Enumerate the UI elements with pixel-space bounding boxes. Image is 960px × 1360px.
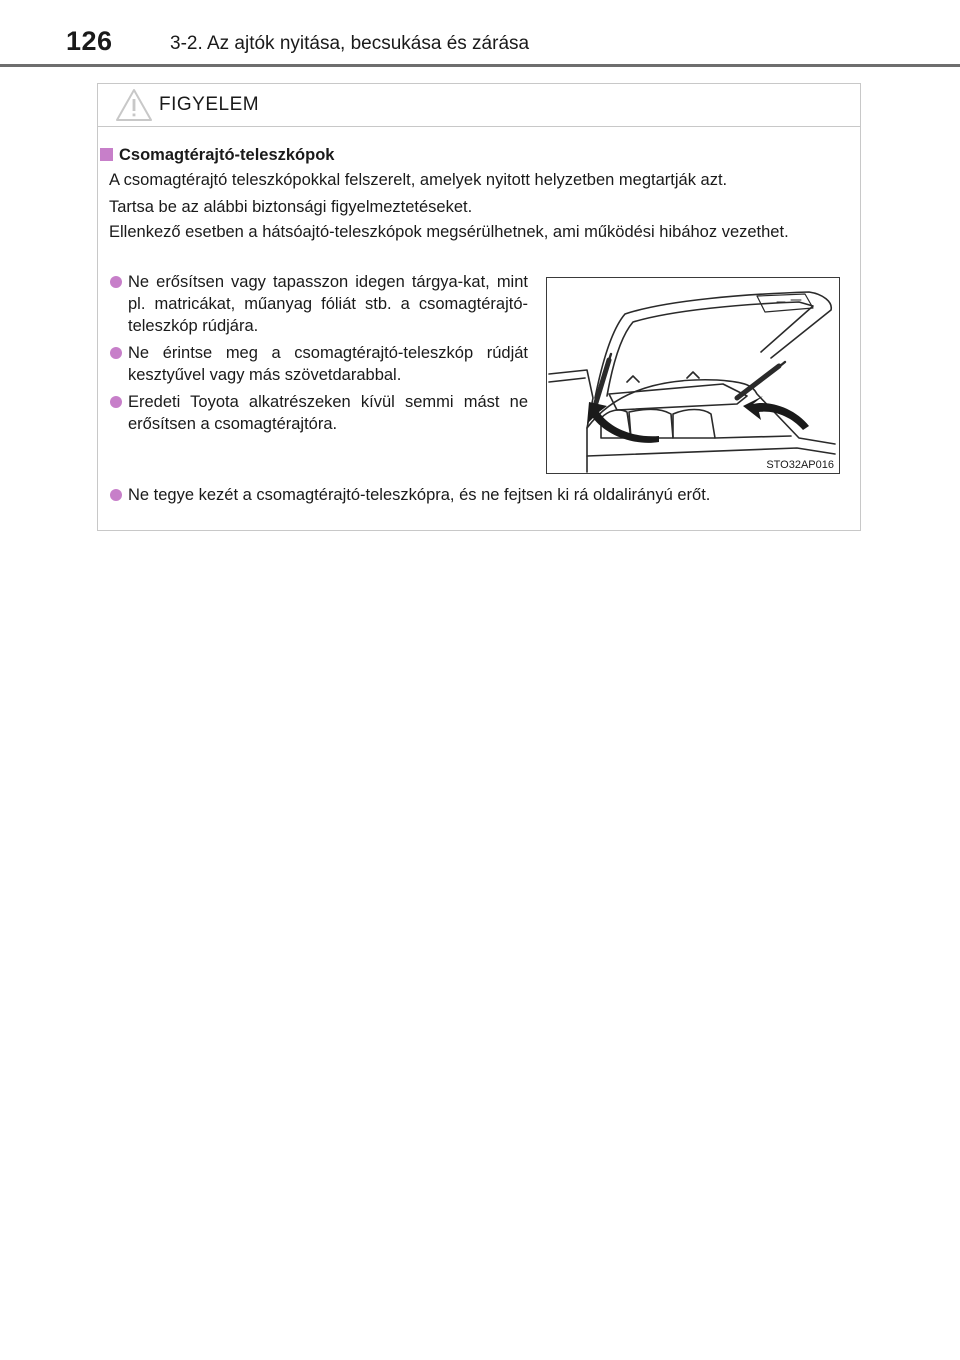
square-bullet-icon (100, 148, 113, 161)
page-number: 126 (66, 26, 113, 56)
warning-title: FIGYELEM (159, 94, 260, 115)
warning-box (97, 83, 861, 531)
warning-header (98, 84, 860, 127)
list-item-text: Eredeti Toyota alkatrészeken kívül semmi mást ne erősítsen a csomagtérajtóra. (128, 393, 528, 433)
subheading (100, 146, 334, 165)
subheading-text: Csomagtérajtó-teleszkópok (119, 146, 335, 164)
round-bullet-icon (110, 489, 122, 501)
list-item-text: Ne erősítsen vagy tapasszon idegen tárgya-kat, mint pl. matricákat, műanyag fóliát stb. a csomagtérajtó-teleszkóp rúdjára. (128, 273, 528, 335)
section-title: 3-2. Az ajtók nyitása, becsukása és zárása (170, 33, 530, 54)
round-bullet-icon (110, 396, 122, 408)
list-item (108, 342, 528, 386)
list-item (108, 391, 528, 435)
instruction-line-2: Ellenkező esetben a hátsóajtó-teleszkópok megsérülhetnek, ami működési hibához vezethet. (109, 223, 789, 241)
round-bullet-icon (110, 347, 122, 359)
tailgate-struts-drawing (547, 278, 839, 473)
instruction-line-1: Tartsa be az alábbi biztonsági figyelmeztetéseket. (109, 198, 473, 216)
round-bullet-icon (110, 276, 122, 288)
bullet-list (108, 271, 528, 440)
list-item (108, 484, 868, 506)
instruction-paragraph (109, 196, 849, 243)
warning-triangle-icon (114, 87, 154, 123)
list-item (108, 271, 528, 337)
tailgate-illustration (546, 277, 840, 474)
intro-paragraph: A csomagtérajtó teleszkópokkal felszerelt, amelyek nyitott helyzetben megtartják azt. (109, 171, 728, 189)
list-item-text: Ne tegye kezét a csomagtérajtó-teleszkópra, és ne fejtsen ki rá oldalirányú erőt. (128, 486, 711, 504)
list-item-text: Ne érintse meg a csomagtérajtó-teleszkóp rúdját kesztyűvel vagy más szövetdarabbal. (128, 344, 528, 384)
header-divider (0, 64, 960, 67)
figure-code: STO32AP016 (766, 459, 834, 471)
